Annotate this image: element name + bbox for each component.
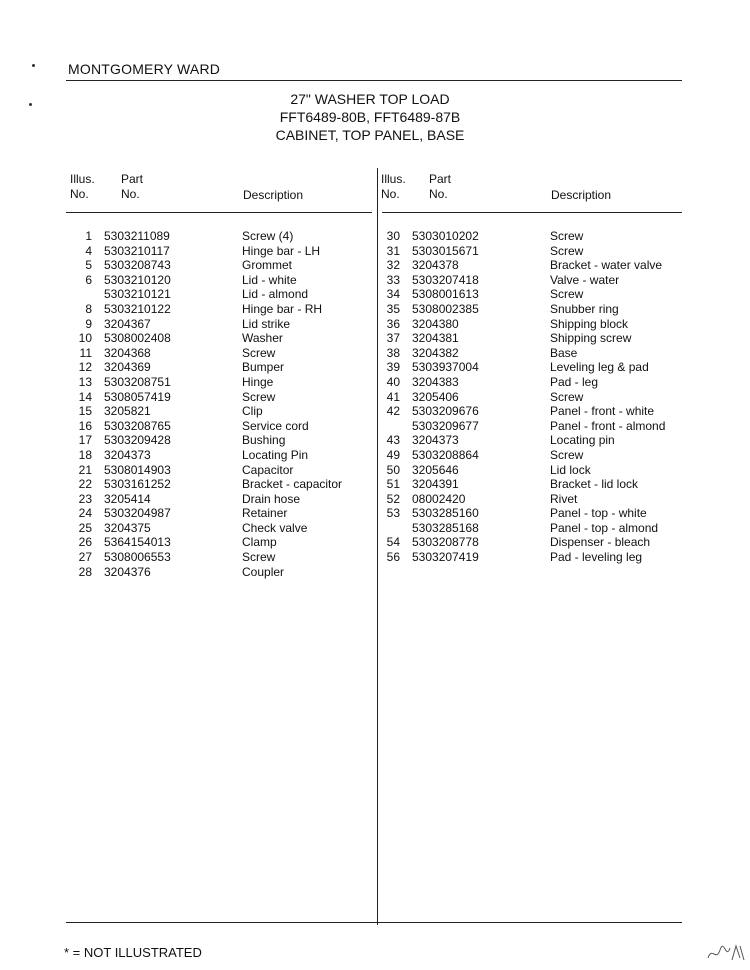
- part-number: 5303208864: [412, 447, 479, 462]
- part-description: Screw: [550, 389, 584, 404]
- column-divider: [377, 168, 378, 925]
- table-row: [66, 287, 372, 302]
- illus-number: 54: [386, 535, 400, 550]
- table-row: [66, 390, 372, 405]
- table-row: [384, 273, 680, 288]
- part-description: Shipping block: [550, 316, 629, 331]
- illus-number: 41: [386, 389, 400, 404]
- part-description: Screw: [242, 345, 276, 360]
- illus-number: 38: [386, 345, 400, 360]
- table-row: [66, 506, 372, 521]
- part-description: Capacitor: [242, 462, 294, 477]
- part-description: Valve - water: [550, 272, 620, 287]
- part-description: Leveling leg & pad: [550, 360, 649, 375]
- part-description: Pad - leg: [550, 374, 599, 389]
- part-description: Screw: [550, 447, 584, 462]
- part-description: Check valve: [242, 520, 308, 535]
- table-row: [66, 448, 372, 463]
- table-row: [66, 360, 372, 375]
- table-row: [66, 302, 372, 317]
- part-number: 5303937004: [412, 360, 479, 375]
- part-number: 5303015671: [412, 243, 479, 258]
- table-row: [66, 492, 372, 507]
- scan-speck: [32, 64, 35, 67]
- part-description: Locating Pin: [242, 447, 309, 462]
- title-line-1: 27" WASHER TOP LOAD: [290, 91, 450, 107]
- illus-number: 42: [386, 404, 400, 419]
- table-row: [384, 506, 680, 521]
- part-number: 3204373: [104, 447, 151, 462]
- illus-number: 21: [78, 462, 92, 477]
- table-row: [384, 477, 680, 492]
- part-description: Panel - top - white: [550, 506, 647, 521]
- left-header-rule: [66, 212, 372, 213]
- part-description: Bushing: [242, 433, 286, 448]
- part-number: 5303208751: [104, 374, 171, 389]
- part-description: Bumper: [242, 360, 285, 375]
- table-row: [384, 302, 680, 317]
- left-parts-list: [66, 229, 372, 579]
- illus-number: 9: [85, 316, 92, 331]
- illus-number: 31: [386, 243, 400, 258]
- table-row: [66, 317, 372, 332]
- table-row: [384, 317, 680, 332]
- part-number: 5303285160: [412, 506, 479, 521]
- page-title-block: [190, 90, 550, 144]
- part-number: 5303209677: [412, 418, 479, 433]
- part-number: 5303209428: [104, 433, 171, 448]
- illus-number: 24: [78, 506, 92, 521]
- part-description: Dispenser - bleach: [550, 535, 651, 550]
- part-description: Clip: [242, 404, 263, 419]
- part-number: 3205406: [412, 389, 459, 404]
- illus-number: 16: [78, 418, 92, 433]
- part-description: Bracket - water valve: [550, 258, 663, 273]
- part-description: Lid - white: [242, 272, 297, 287]
- part-number: 5308002385: [412, 301, 479, 316]
- illus-number: 50: [386, 462, 400, 477]
- illus-number: 51: [386, 477, 400, 492]
- part-number: 3204373: [412, 433, 459, 448]
- table-row: [66, 433, 372, 448]
- illus-number: 40: [386, 374, 400, 389]
- table-row: [66, 535, 372, 550]
- table-row: [66, 419, 372, 434]
- part-number: 5303208743: [104, 258, 171, 273]
- illus-number: 43: [386, 433, 400, 448]
- illus-number: 15: [78, 404, 92, 419]
- illus-number: 52: [386, 491, 400, 506]
- part-description: Grommet: [242, 258, 293, 273]
- illus-number: 22: [78, 477, 92, 492]
- illus-number: 17: [78, 433, 92, 448]
- part-description: Retainer: [242, 506, 288, 521]
- table-row: [66, 244, 372, 259]
- part-description: Bracket - lid lock: [550, 477, 639, 492]
- part-number: 5303204987: [104, 506, 171, 521]
- table-row: [384, 448, 680, 463]
- part-number: 3204375: [104, 520, 151, 535]
- table-row: [66, 258, 372, 273]
- table-row: [384, 331, 680, 346]
- illus-number: 56: [386, 550, 400, 565]
- table-row: [66, 375, 372, 390]
- part-description: Base: [550, 345, 578, 360]
- part-number: 5303207418: [412, 272, 479, 287]
- top-rule: [66, 80, 682, 81]
- part-number: 5308014903: [104, 462, 171, 477]
- right-header-illus: Illus. No.: [381, 172, 406, 201]
- right-header-part: Part No.: [429, 172, 452, 201]
- table-row: [384, 244, 680, 259]
- illus-number: 30: [386, 229, 400, 243]
- illus-number: 12: [78, 360, 92, 375]
- table-row: [384, 346, 680, 361]
- illus-number: 13: [78, 374, 92, 389]
- table-row: [384, 390, 680, 405]
- left-header-description: Description: [243, 188, 304, 202]
- part-number: 5303285168: [412, 520, 479, 535]
- illus-number: 11: [79, 345, 92, 360]
- left-header-part: Part No.: [121, 172, 144, 201]
- illus-number: 14: [78, 389, 92, 404]
- illus-number: 25: [78, 520, 92, 535]
- right-parts-list: [384, 229, 680, 565]
- part-description: Coupler: [242, 564, 285, 579]
- part-description: Rivet: [550, 491, 578, 506]
- part-number: 3204380: [412, 316, 459, 331]
- table-row: [66, 463, 372, 478]
- table-row: [66, 550, 372, 565]
- part-number: 5303210117: [104, 243, 170, 258]
- illus-number: 34: [386, 287, 400, 302]
- table-row: [384, 419, 680, 434]
- part-description: Screw: [550, 229, 584, 243]
- illus-number: 4: [85, 243, 92, 258]
- part-number: 5308057419: [104, 389, 171, 404]
- illus-number: 26: [78, 535, 92, 550]
- handwritten-mark-icon: [706, 940, 746, 964]
- illus-number: 35: [386, 301, 400, 316]
- table-row: [384, 287, 680, 302]
- part-number: 5303209676: [412, 404, 479, 419]
- table-row: [384, 521, 680, 536]
- illus-number: 36: [386, 316, 400, 331]
- part-description: Hinge: [242, 374, 274, 389]
- part-number: 08002420: [412, 491, 466, 506]
- part-number: 3204381: [412, 331, 459, 346]
- table-row: [384, 258, 680, 273]
- table-row: [384, 463, 680, 478]
- part-description: Clamp: [242, 535, 277, 550]
- illus-number: 53: [386, 506, 400, 521]
- part-number: 3205821: [104, 404, 151, 419]
- table-row: [384, 492, 680, 507]
- illus-number: 27: [78, 550, 92, 565]
- part-description: Locating pin: [550, 433, 615, 448]
- part-description: Hinge bar - RH: [242, 301, 323, 316]
- part-number: 5308001613: [412, 287, 479, 302]
- title-line-3: CABINET, TOP PANEL, BASE: [275, 127, 465, 143]
- table-row: [66, 273, 372, 288]
- part-number: 3204376: [104, 564, 151, 579]
- part-number: 3204368: [104, 345, 151, 360]
- part-number: 5308002408: [104, 331, 171, 346]
- part-description: Shipping screw: [550, 331, 632, 346]
- illus-number: 1: [85, 229, 92, 243]
- scan-speck: [29, 103, 32, 106]
- illus-number: 18: [78, 447, 92, 462]
- part-number: 3204383: [412, 374, 459, 389]
- table-row: [66, 565, 372, 580]
- part-number: 5303010202: [412, 229, 479, 243]
- table-row: [384, 535, 680, 550]
- right-header-rule: [382, 212, 682, 213]
- table-row: [384, 404, 680, 419]
- brand-name: MONTGOMERY WARD: [68, 61, 221, 77]
- part-number: 5303210120: [104, 272, 171, 287]
- illus-number: 49: [386, 447, 400, 462]
- part-description: Lid strike: [242, 316, 291, 331]
- illus-number: 23: [78, 491, 92, 506]
- part-description: Pad - leveling leg: [550, 550, 643, 565]
- part-number: 5303208765: [104, 418, 171, 433]
- part-description: Bracket - capacitor: [242, 477, 343, 492]
- part-description: Washer: [242, 331, 283, 346]
- part-description: Screw (4): [242, 229, 294, 243]
- illus-number: 6: [85, 272, 92, 287]
- part-description: Snubber ring: [550, 301, 619, 316]
- bottom-rule: [66, 922, 682, 923]
- title-line-2: FFT6489-80B, FFT6489-87B: [279, 109, 461, 125]
- right-header-description: Description: [551, 188, 612, 202]
- part-number: 5303207419: [412, 550, 479, 565]
- part-description: Lid - almond: [242, 287, 309, 302]
- table-row: [66, 229, 372, 244]
- table-row: [66, 331, 372, 346]
- table-row: [384, 360, 680, 375]
- table-row: [384, 229, 680, 244]
- part-number: 3205414: [104, 491, 151, 506]
- part-description: Service cord: [242, 418, 309, 433]
- table-row: [66, 521, 372, 536]
- table-row: [66, 404, 372, 419]
- illus-number: 32: [386, 258, 400, 273]
- part-description: Drain hose: [242, 491, 301, 506]
- illus-number: 5: [85, 258, 92, 273]
- part-number: 3204391: [412, 477, 459, 492]
- part-number: 3204378: [412, 258, 459, 273]
- table-row: [384, 375, 680, 390]
- illus-number: 39: [386, 360, 400, 375]
- part-description: Screw: [550, 243, 584, 258]
- part-description: Screw: [550, 287, 584, 302]
- part-number: 3204369: [104, 360, 151, 375]
- part-number: 3204367: [104, 316, 151, 331]
- part-number: 5364154013: [104, 535, 171, 550]
- part-description: Panel - top - almond: [550, 520, 659, 535]
- part-number: 3205646: [412, 462, 459, 477]
- illus-number: 33: [386, 272, 400, 287]
- part-description: Screw: [242, 389, 276, 404]
- part-number: 5308006553: [104, 550, 171, 565]
- illus-number: 10: [78, 331, 92, 346]
- part-number: 5303210121: [104, 287, 171, 302]
- footer-note: * = NOT ILLUSTRATED: [64, 945, 202, 960]
- left-header-illus: Illus. No.: [70, 172, 95, 201]
- table-row: [66, 346, 372, 361]
- part-number: 5303210122: [104, 301, 171, 316]
- table-row: [66, 477, 372, 492]
- part-number: 5303161252: [104, 477, 171, 492]
- illus-number: 8: [85, 301, 92, 316]
- table-row: [384, 433, 680, 448]
- illus-number: 28: [78, 564, 92, 579]
- part-description: Screw: [242, 550, 276, 565]
- part-number: 5303208778: [412, 535, 479, 550]
- part-description: Panel - front - almond: [550, 418, 666, 433]
- part-description: Panel - front - white: [550, 404, 655, 419]
- part-number: 3204382: [412, 345, 459, 360]
- part-number: 5303211089: [104, 229, 170, 243]
- part-description: Hinge bar - LH: [242, 243, 321, 258]
- table-row: [384, 550, 680, 565]
- part-description: Lid lock: [550, 462, 591, 477]
- illus-number: 37: [386, 331, 400, 346]
